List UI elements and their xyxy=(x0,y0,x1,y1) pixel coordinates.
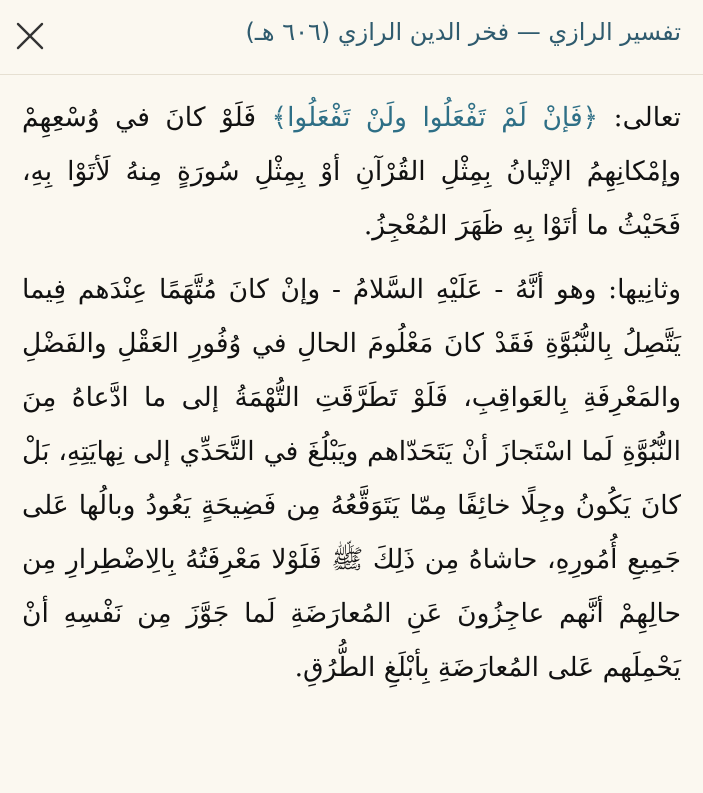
paragraph-1-intro: تعالى: xyxy=(598,102,681,133)
reader-header xyxy=(0,0,703,75)
paragraph-2: وثانِيها: وهو أنَّهُ - عَلَيْهِ السَّلامُ - وإنْ كانَ مُتَّهَمًا عِنْدَهم فِيما يَتَّصِلُ بِالنُّبُوَّةِ فَقَدْ كانَ مَعْلُومَ الحالِ في وُفُورِ العَقْلِ والفَضْلِ والمَعْرِفَةِ بِالعَواقِبِ، فَلَوْ تَطَرَّقَتِ التُّهْمَةُ إلى ما ادَّعاهُ مِنَ النُّبُوَّةِ لَما اسْتَجازَ أنْ يَتَحَدّاهم ويَبْلُغَ في التَّحَدِّي إلى نِهايَتِهِ، بَلْ كانَ يَكُونُ وجِلًا خائِفًا مِمّا يَتَوَقَّعُهُ مِن فَضِيحَةٍ يَعُودُ وبالُها عَلى جَمِيعِ أُمُورِهِ، حاشاهُ مِن ذَلِكَ ﷺ فَلَوْلا مَعْرِفَتُهُ بِالِاضْطِرارِ مِن حالِهِمْ أنَّهم عاجِزُونَ عَنِ المُعارَضَةِ لَما جَوَّزَ مِن نَفْسِهِ أنْ يَحْمِلَهم عَلى المُعارَضَةِ بِأبْلَغِ الطُّرُقِ. xyxy=(22,274,681,683)
quran-verse: ﴿فَإنْ لَمْ تَفْعَلُوا ولَنْ تَفْعَلُوا﴾ xyxy=(271,102,599,133)
close-button[interactable] xyxy=(10,16,50,56)
book-title: تفسير الرازي — فخر الدين الرازي (٦٠٦ هـ) xyxy=(245,18,681,46)
paragraph-1 xyxy=(22,91,681,253)
close-icon xyxy=(15,21,45,51)
paragraph-1-rest: فَلَوْ كانَ في وُسْعِهِمْ وإمْكانِهِمُ الإتْيانُ بِمِثْلِ القُرْآنِ أوْ بِمِثْلِ سُورَةٍ مِنهُ لَأتَوْا بِهِ، فَحَيْثُ ما أتَوْا بِهِ ظَهَرَ المُعْجِزُ. xyxy=(22,102,681,241)
tafsir-text xyxy=(0,75,703,695)
